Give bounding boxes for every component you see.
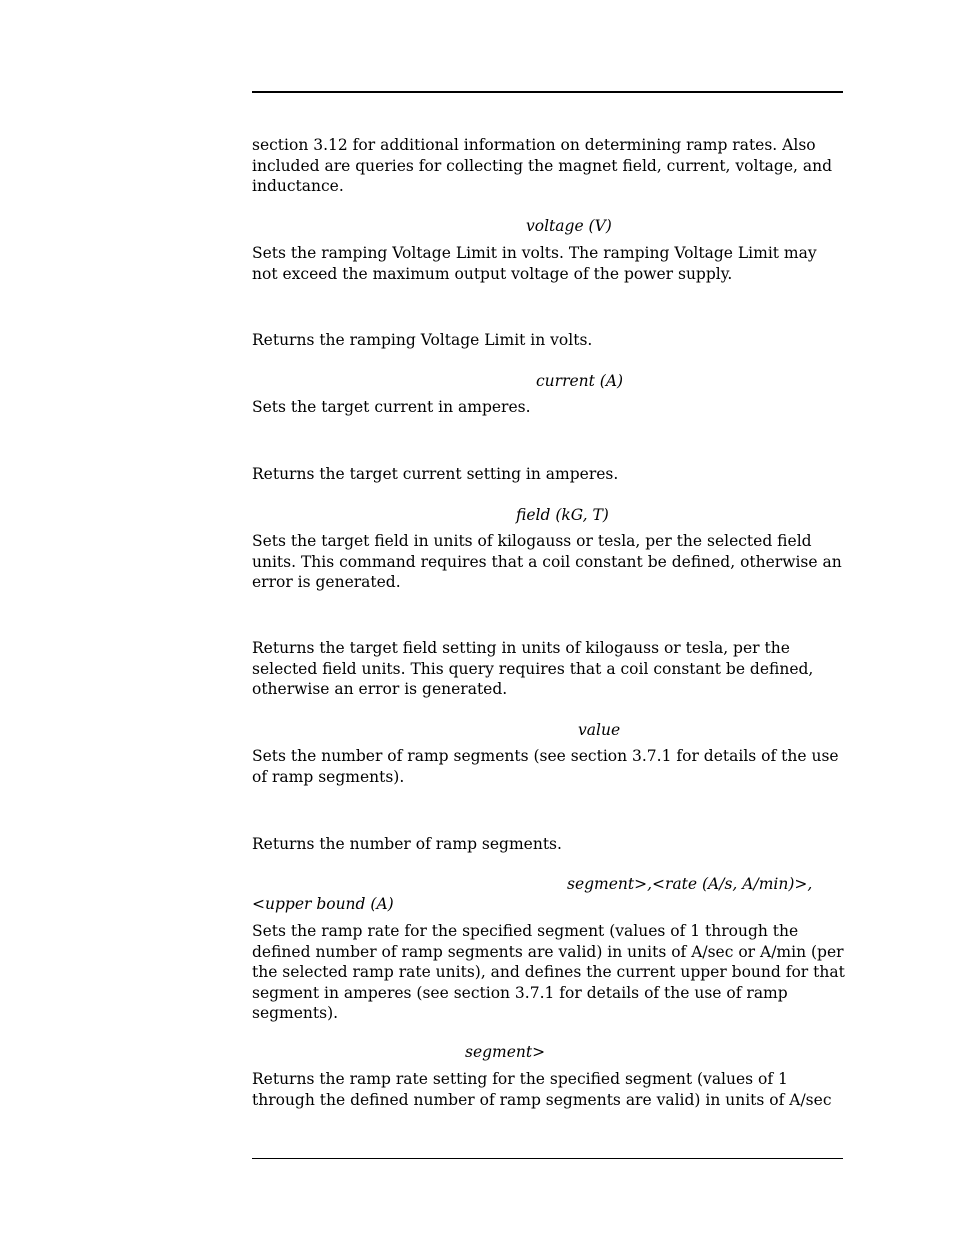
description-line: Sets the target current in amperes. [252,398,531,416]
description-line: Sets the ramping Voltage Limit in volts. The ramping Voltage Limit may [252,244,817,262]
description-line: error is generated. [252,573,401,591]
description-line: Sets the number of ramp segments (see section 3.7.1 for details of the use [252,747,839,765]
description-line: Sets the target field in units of kilogauss or tesla, per the selected field [252,532,812,550]
footer-rule [252,1158,843,1159]
description-line: Returns the number of ramp segments. [252,835,562,853]
description-line: selected field units. This query requires that a coil constant be defined, [252,659,814,678]
ramp-rate-query-argument: segment> [465,1043,546,1061]
description-line: Returns the ramping Voltage Limit in volts. [252,331,593,349]
ramp-rate-set-description [252,921,847,1024]
target-field-set-description [252,531,847,593]
description-line: Sets the ramp rate for the specified segment (values of 1 through the [252,922,799,940]
description-line: units. This command requires that a coil constant be defined, otherwise an [252,552,842,571]
ramp-rate-query-description [252,1069,847,1110]
description-line: otherwise an error is generated. [252,680,508,698]
description-line: Returns the target field setting in units of kilogauss or tesla, per the [252,639,790,657]
intro-line: section 3.12 for additional information on determining ramp rates. Also [252,136,816,154]
description-line: Returns the target current setting in amperes. [252,465,619,483]
description-line: Returns the ramp rate setting for the specified segment (values of 1 [252,1070,788,1088]
voltage-limit-query-description [252,330,847,351]
intro-line: included are queries for collecting the magnet field, current, voltage, and [252,156,833,175]
ramp-segments-query-description [252,834,847,855]
target-field-argument: field (kG, T) [516,506,609,524]
description-line: not exceed the maximum output voltage of the power supply. [252,264,733,283]
intro-paragraph [252,135,847,197]
description-line: defined number of ramp segments are valid) in units of A/sec or A/min (per [252,942,844,961]
description-line: segments). [252,1004,339,1022]
ramp-segments-set-description [252,746,847,787]
voltage-limit-argument: voltage (V) [526,217,612,235]
description-line: the selected ramp rate units), and defines the current upper bound for that [252,963,845,981]
ramp-rate-argument-line2: <upper bound (A) [252,895,394,913]
header-rule [252,91,843,93]
target-field-query-description [252,638,847,700]
target-current-argument: current (A) [536,372,624,390]
target-current-set-description [252,397,847,418]
intro-line: inductance. [252,177,344,195]
voltage-limit-set-description [252,243,847,284]
description-line: through the defined number of ramp segments are valid) in units of A/sec [252,1090,832,1109]
ramp-segments-argument: value [578,721,621,739]
target-current-query-description [252,464,847,485]
description-line: of ramp segments). [252,767,405,786]
description-line: segment in amperes (see section 3.7.1 for details of the use of ramp [252,983,788,1002]
ramp-rate-argument-line1: segment>,<rate (A/s, A/min)>, [567,875,813,893]
